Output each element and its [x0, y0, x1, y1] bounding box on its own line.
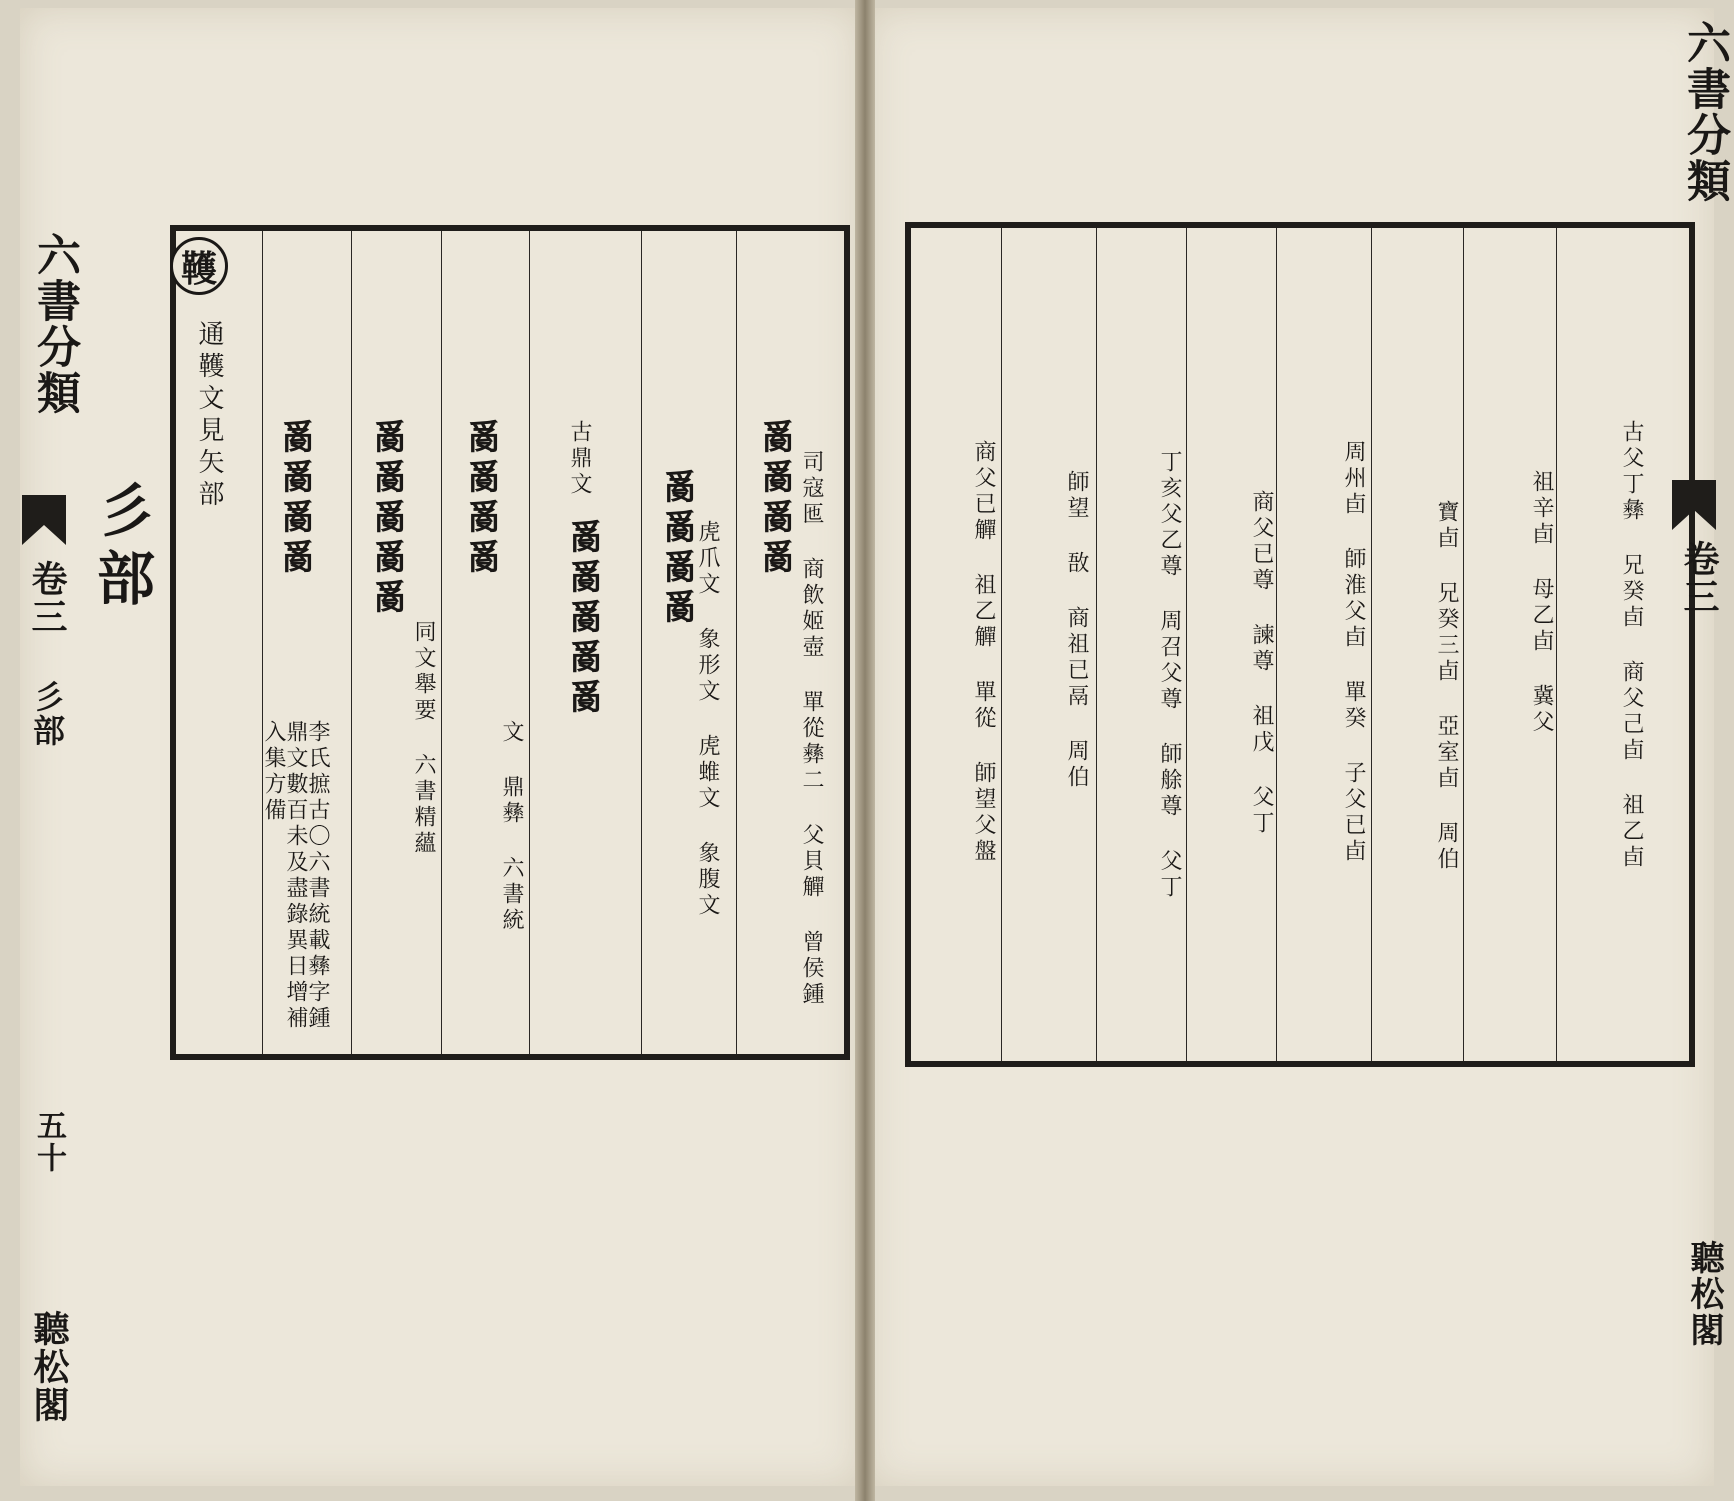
book-title-right: 六書分類 — [1679, 20, 1730, 204]
seal-column-4: 𤔔𤔔𤔔𤔔𤔔 — [565, 520, 605, 720]
radical-heading: 彡部 — [87, 480, 155, 616]
head-character-circle: 韄 — [170, 237, 228, 295]
note-column-3: 文 鼎彝 六書統 — [499, 720, 524, 934]
publisher-mark-left: 聽松閣 — [28, 1310, 70, 1424]
right-column-4: 周州卣 師淮父卣 單癸 子父已卣 — [1341, 440, 1366, 865]
section-label-left: 彡部 — [28, 680, 66, 748]
volume-label-right: 卷三 — [1678, 540, 1720, 616]
right-text-frame — [905, 222, 1695, 1067]
seal-column-3: 𤔔𤔔𤔔𤔔 — [463, 420, 503, 580]
note-column-5: 虎爪文 象形文 虎蜼文 象腹文 — [695, 520, 720, 919]
right-column-6: 丁亥父乙尊 周召父尊 師艅尊 父丁 — [1157, 450, 1182, 901]
page-number: 五十 — [31, 1110, 66, 1174]
book-gutter — [855, 0, 875, 1501]
right-column-5: 商父已尊 諫尊 祖戊 父丁 — [1249, 490, 1274, 837]
right-column-8: 商父已觶 祖乙觶 單從 師望父盤 — [971, 440, 996, 865]
right-column-2: 祖辛卣 母乙卣 冀父 — [1529, 470, 1554, 736]
seal-column-5: 𤔔𤔔𤔔𤔔 — [659, 470, 699, 630]
right-column-3: 寶卣 兄癸三卣 亞室卣 周伯 — [1434, 500, 1459, 873]
seal-column-1: 𤔔𤔔𤔔𤔔 — [277, 420, 317, 580]
note-column-1: 李氏摭古〇六書統載彝字鍾鼎文數百未及盡錄異日增補入集方備 — [261, 720, 330, 1032]
volume-label-left: 卷三 — [26, 560, 68, 636]
seal-column-2: 𤔔𤔔𤔔𤔔𤔔 — [369, 420, 409, 620]
note-column-6: 司寇匜 商飲姬壺 單從彝二 父貝觶 曾侯鍾 — [799, 450, 824, 1008]
note-column-2: 同文舉要 六書精蘊 — [411, 620, 436, 857]
seal-column-6: 𤔔𤔔𤔔𤔔 — [757, 420, 797, 580]
head-character-note: 通韄文見矢部 — [194, 320, 224, 512]
note-column-4: 古鼎文 — [567, 420, 592, 498]
right-column-1: 古父丁彝 兄癸卣 商父己卣 祖乙卣 — [1619, 420, 1644, 871]
book-title-left: 六書分類 — [29, 232, 80, 416]
publisher-mark-right: 聽松閣 — [1684, 1240, 1724, 1348]
right-column-7: 師望 敔 商祖已鬲 周伯 — [1064, 470, 1089, 791]
